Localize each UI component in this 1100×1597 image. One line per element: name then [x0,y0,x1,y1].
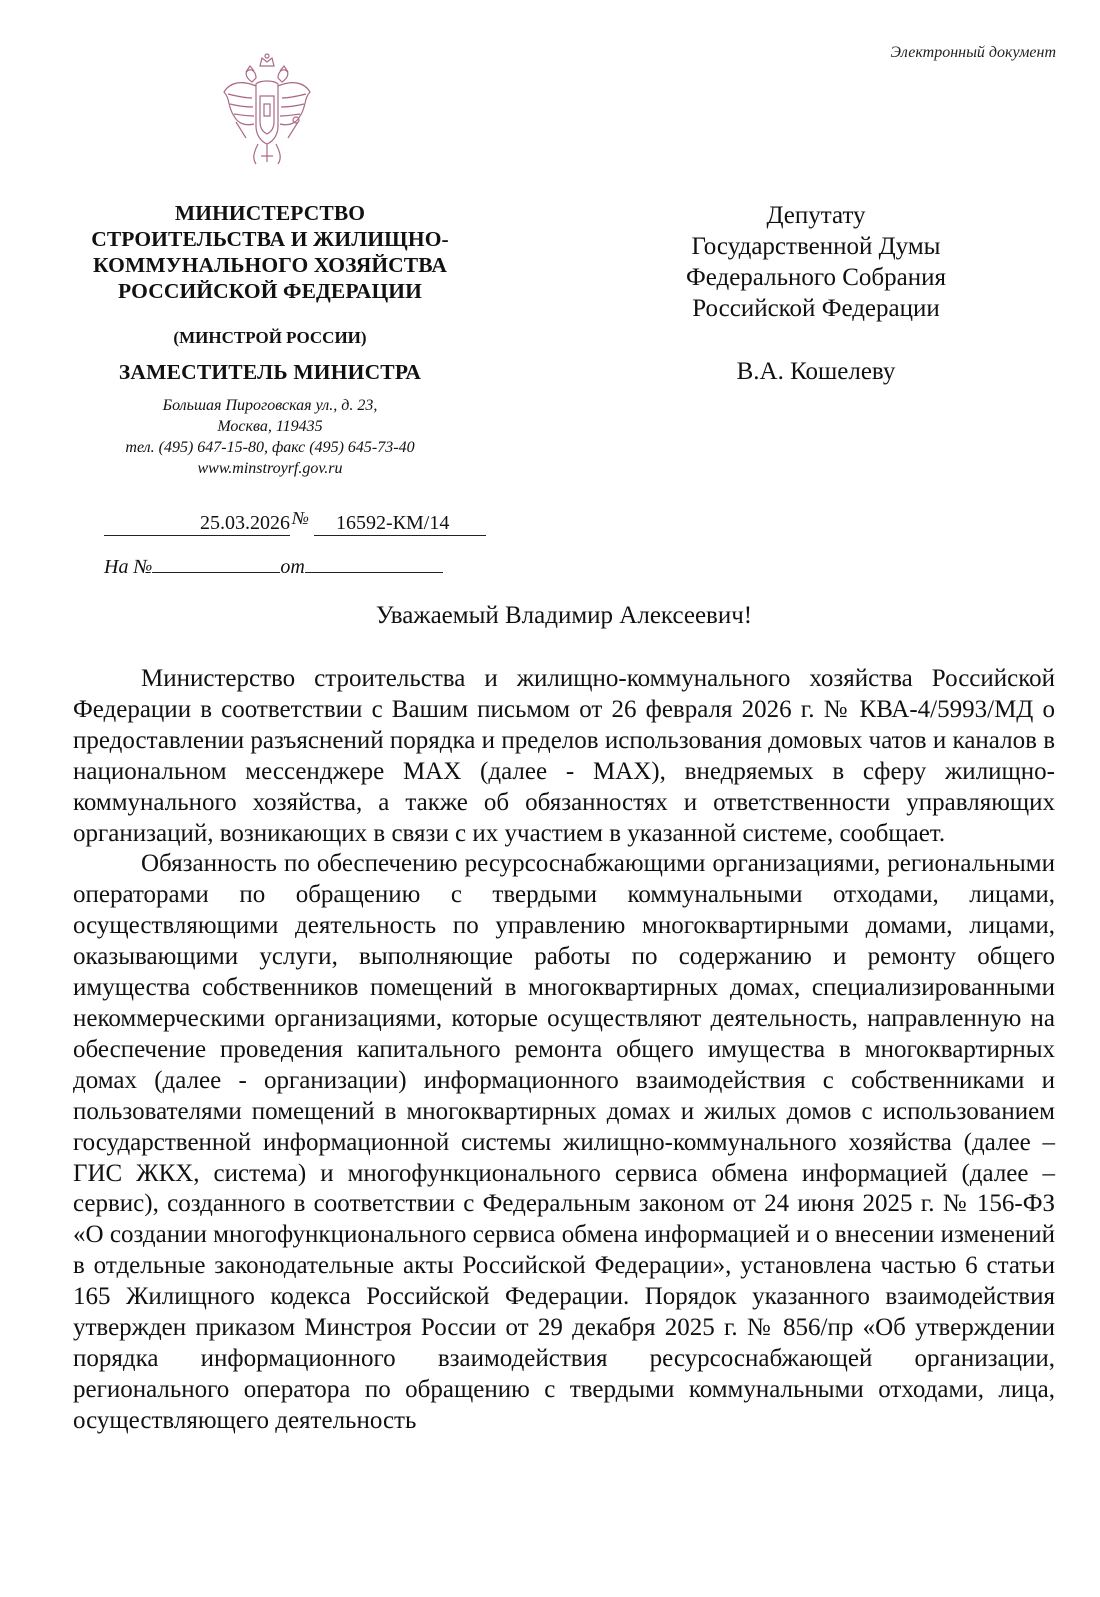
reference-line [104,554,443,579]
body-paragraph: Министерство строительства и жилищно-коммунального хозяйства Российской Федерации в соответствии с Вашим письмом от 26 февраля 2026 г. № КВА-4/5993/МД о предоставлении разъяснений порядка и пределов использования домовых чатов и каналов в национальном мессенджере МАХ (далее - МАХ), внедряемых в сферу жилищно-коммунального хозяйства, а также об обязанностях и ответственности управляющих организаций, возникающих в связи с их участием в указанной системе, сообщает. [73,665,1055,847]
body-paragraph: Обязанность по обеспечению ресурсоснабжающими организациями, региональными операторами по обращению с твердыми коммунальными отходами, лицами, осуществляющими деятельность по управлению многоквартирными домами, лицами, оказывающими услуги, выполняющие работы по содержанию и ремонту общего имущества собственников помещений в многоквартирных домах, специализированными некоммерческими организациями, которые осуществляют деятельность, направленную на обеспечение проведения капитального ремонта общего имущества в многоквартирных домах (далее - организации) информационного взаимодействия с собственниками и пользователями помещений в многоквартирных домах и жилых домов с использованием государственной информационной системы жилищно-коммунального хозяйства (далее – ГИС ЖКХ, система) и многофункционального сервиса обмена информацией (далее – сервис), созданного в соответствии с Федеральным законом от 24 июня 2025 г. № 156-ФЗ «О создании многофункционального сервиса обмена информацией и о внесении изменений в отдельные законодательные акты Российской Федерации», установлена частью 6 статьи 165 Жилищного кодекса Российской Федерации. Порядок указанного взаимодействия утвержден приказом Минстроя России от 29 декабря 2025 г. № 856/пр «Об утверждении порядка информационного взаимодействия ресурсоснабжающей организации, регионального оператора по обращению с твердыми коммунальными отходами, лица, осуществляющего деятельность [73,850,1055,1434]
letter-body [73,664,1055,1437]
recipient-name: В.А. Кошелеву [736,358,896,385]
sender-address: Большая Пироговская ул., д. 23, Москва, 119435 тел. (495) 647-15-80, факс (495) 645-73-40 www.minstroyrf.gov.ru [125,397,415,477]
reference-prefix: На № [104,556,153,578]
registration-line [104,508,484,540]
addressee-block: Депутату Государственной Думы Федерального Собрания Российской Федерации В.А. Кошелеву [660,200,972,387]
electronic-document-note: Электронный документ [890,44,1056,61]
sender-position: ЗАМЕСТИТЕЛЬ МИНИСТРА [118,360,422,384]
reference-date-blank [305,554,443,573]
sender-block [70,200,470,479]
ministry-name: МИНИСТЕРСТВО СТРОИТЕЛЬСТВА И ЖИЛИЩНО- КОММУНАЛЬНОГО ХОЗЯЙСТВА РОССИЙСКОЙ ФЕДЕРАЦИИ [91,201,449,303]
registration-date: 25.03.2026 [104,512,290,536]
coat-of-arms-icon [216,52,318,180]
salutation: Уважаемый Владимир Алексеевич! [375,602,753,629]
number-sign: № [292,508,309,528]
registration-number: 16592-КМ/14 [314,512,486,536]
reference-from: от [280,556,305,578]
reference-number-blank [152,554,280,573]
ministry-abbreviation: (МИНСТРОЙ РОССИИ) [173,328,367,347]
